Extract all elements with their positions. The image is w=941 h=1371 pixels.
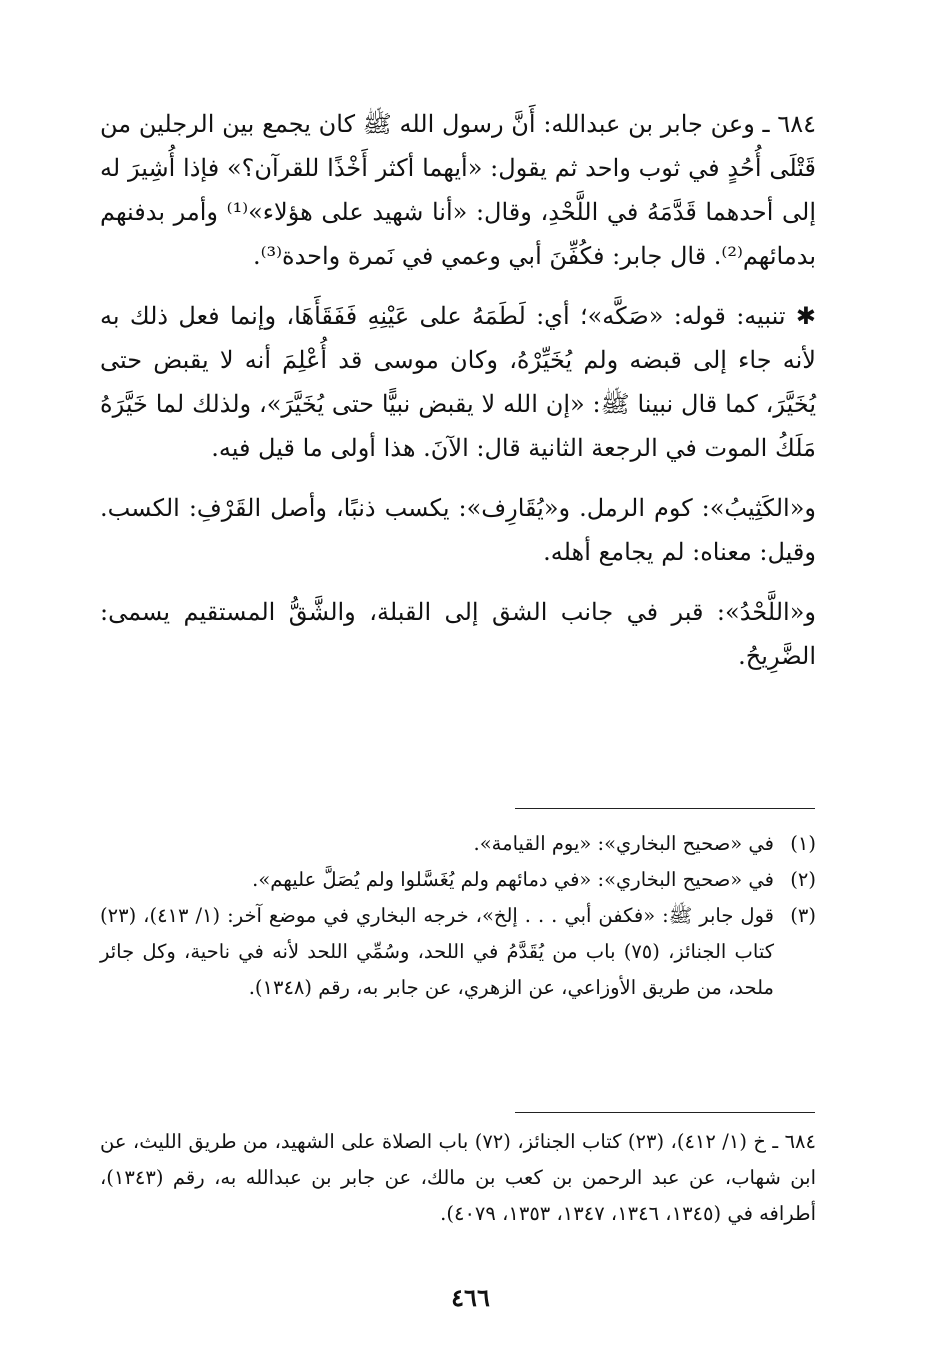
footnote-text: قول جابر ﷺ: «فكفن أبي . . . إلخ»، خرجه البخاري في موضع آخر: (١/ ٤١٣)، (٢٣) كتاب الجنائز، (٧٥) باب من يُقَدَّمُ في اللحد، وسُمِّي اللحد لأنه في ناحية، وكل جائر ملحد، من طريق الأوزاعي، عن الزهري، عن جابر به، رقم (١٣٤٨). — [100, 904, 774, 999]
takhrij-separator — [515, 1112, 815, 1113]
footnote-number: (٣) — [790, 904, 816, 927]
footnote-item — [100, 898, 816, 1006]
footnotes — [100, 826, 816, 1006]
takhrij-text: ٦٨٤ ـ خ (١/ ٤١٢)، (٢٣) كتاب الجنائز، (٧٢) باب الصلاة على الشهيد، من طريق الليث، عن ابن شهاب، عن عبد الرحمن بن كعب بن مالك، عن جابر بن عبدالله به، رقم (١٣٤٣)، أطرافه في (١٣٤٥، ١٣٤٦، ١٣٤٧، ١٣٥٣، ٤٠٧٩). — [100, 1130, 816, 1225]
tanbih-paragraph: ✱ تنبيه: قوله: «صَكَّه»؛ أي: لَطَمَهُ على عَيْنِهِ فَفَقَأَهَا، وإنما فعل ذلك به لأنه جاء إلى قبضه ولم يُخَيِّرْهُ، وكان موسى قد أُعْلِمَ أنه لا يقبض حتى يُخَيَّرَ، كما قال نبينا ﷺ: «إن الله لا يقبض نبيًّا حتى يُخَيَّرَ»، ولذلك لما خَيَّرَهُ مَلَكُ الموت في الرجعة الثانية قال: الآنَ. هذا أولى ما قيل فيه. — [100, 302, 816, 462]
main-text — [100, 102, 816, 678]
footnote-number: (١) — [790, 832, 816, 855]
footnote-separator — [515, 808, 815, 809]
footnote-number: (٢) — [790, 868, 816, 891]
hadith-paragraph: ٦٨٤ ـ وعن جابر بن عبدالله: أَنَّ رسول الله ﷺ كان يجمع بين الرجلين من قَتْلَى أُحُدٍ في ثوب واحد ثم يقول: «أيهما أكثر أَخْذًا للقرآن؟» فإذا أُشِيرَ له إلى أحدهما قَدَّمَهُ في اللَّحْدِ، وقال: «أنا شهيد على هؤلاء»⁽¹⁾ وأمر بدفنهم بدمائهم⁽²⁾. قال جابر: فكُفِّنَ أبي وعمي في نَمرة واحدة⁽³⁾. — [100, 110, 817, 270]
footnote-text: في «صحيح البخاري»: «في دمائهم ولم يُغَسَّلوا ولم يُصَلَّ عليهم». — [252, 868, 774, 891]
footnote-item — [100, 862, 816, 898]
page-number: ٤٦٦ — [451, 1283, 490, 1312]
footnote-text: في «صحيح البخاري»: «يوم القيامة». — [473, 832, 774, 855]
takhrij-block — [100, 1124, 816, 1232]
lahd-paragraph: و«اللَّحْدُ»: قبر في جانب الشق إلى القبلة، والشَّقُّ المستقيم يسمى: الضَّرِيحُ. — [100, 598, 816, 670]
footnote-item — [100, 826, 816, 862]
kathib-paragraph: و«الكَثِيبُ»: كوم الرمل. و«يُقَارِف»: يكسب ذنبًا، وأصل القَرْفِ: الكسب. وقيل: معناه: لم يجامع أهله. — [100, 494, 816, 566]
